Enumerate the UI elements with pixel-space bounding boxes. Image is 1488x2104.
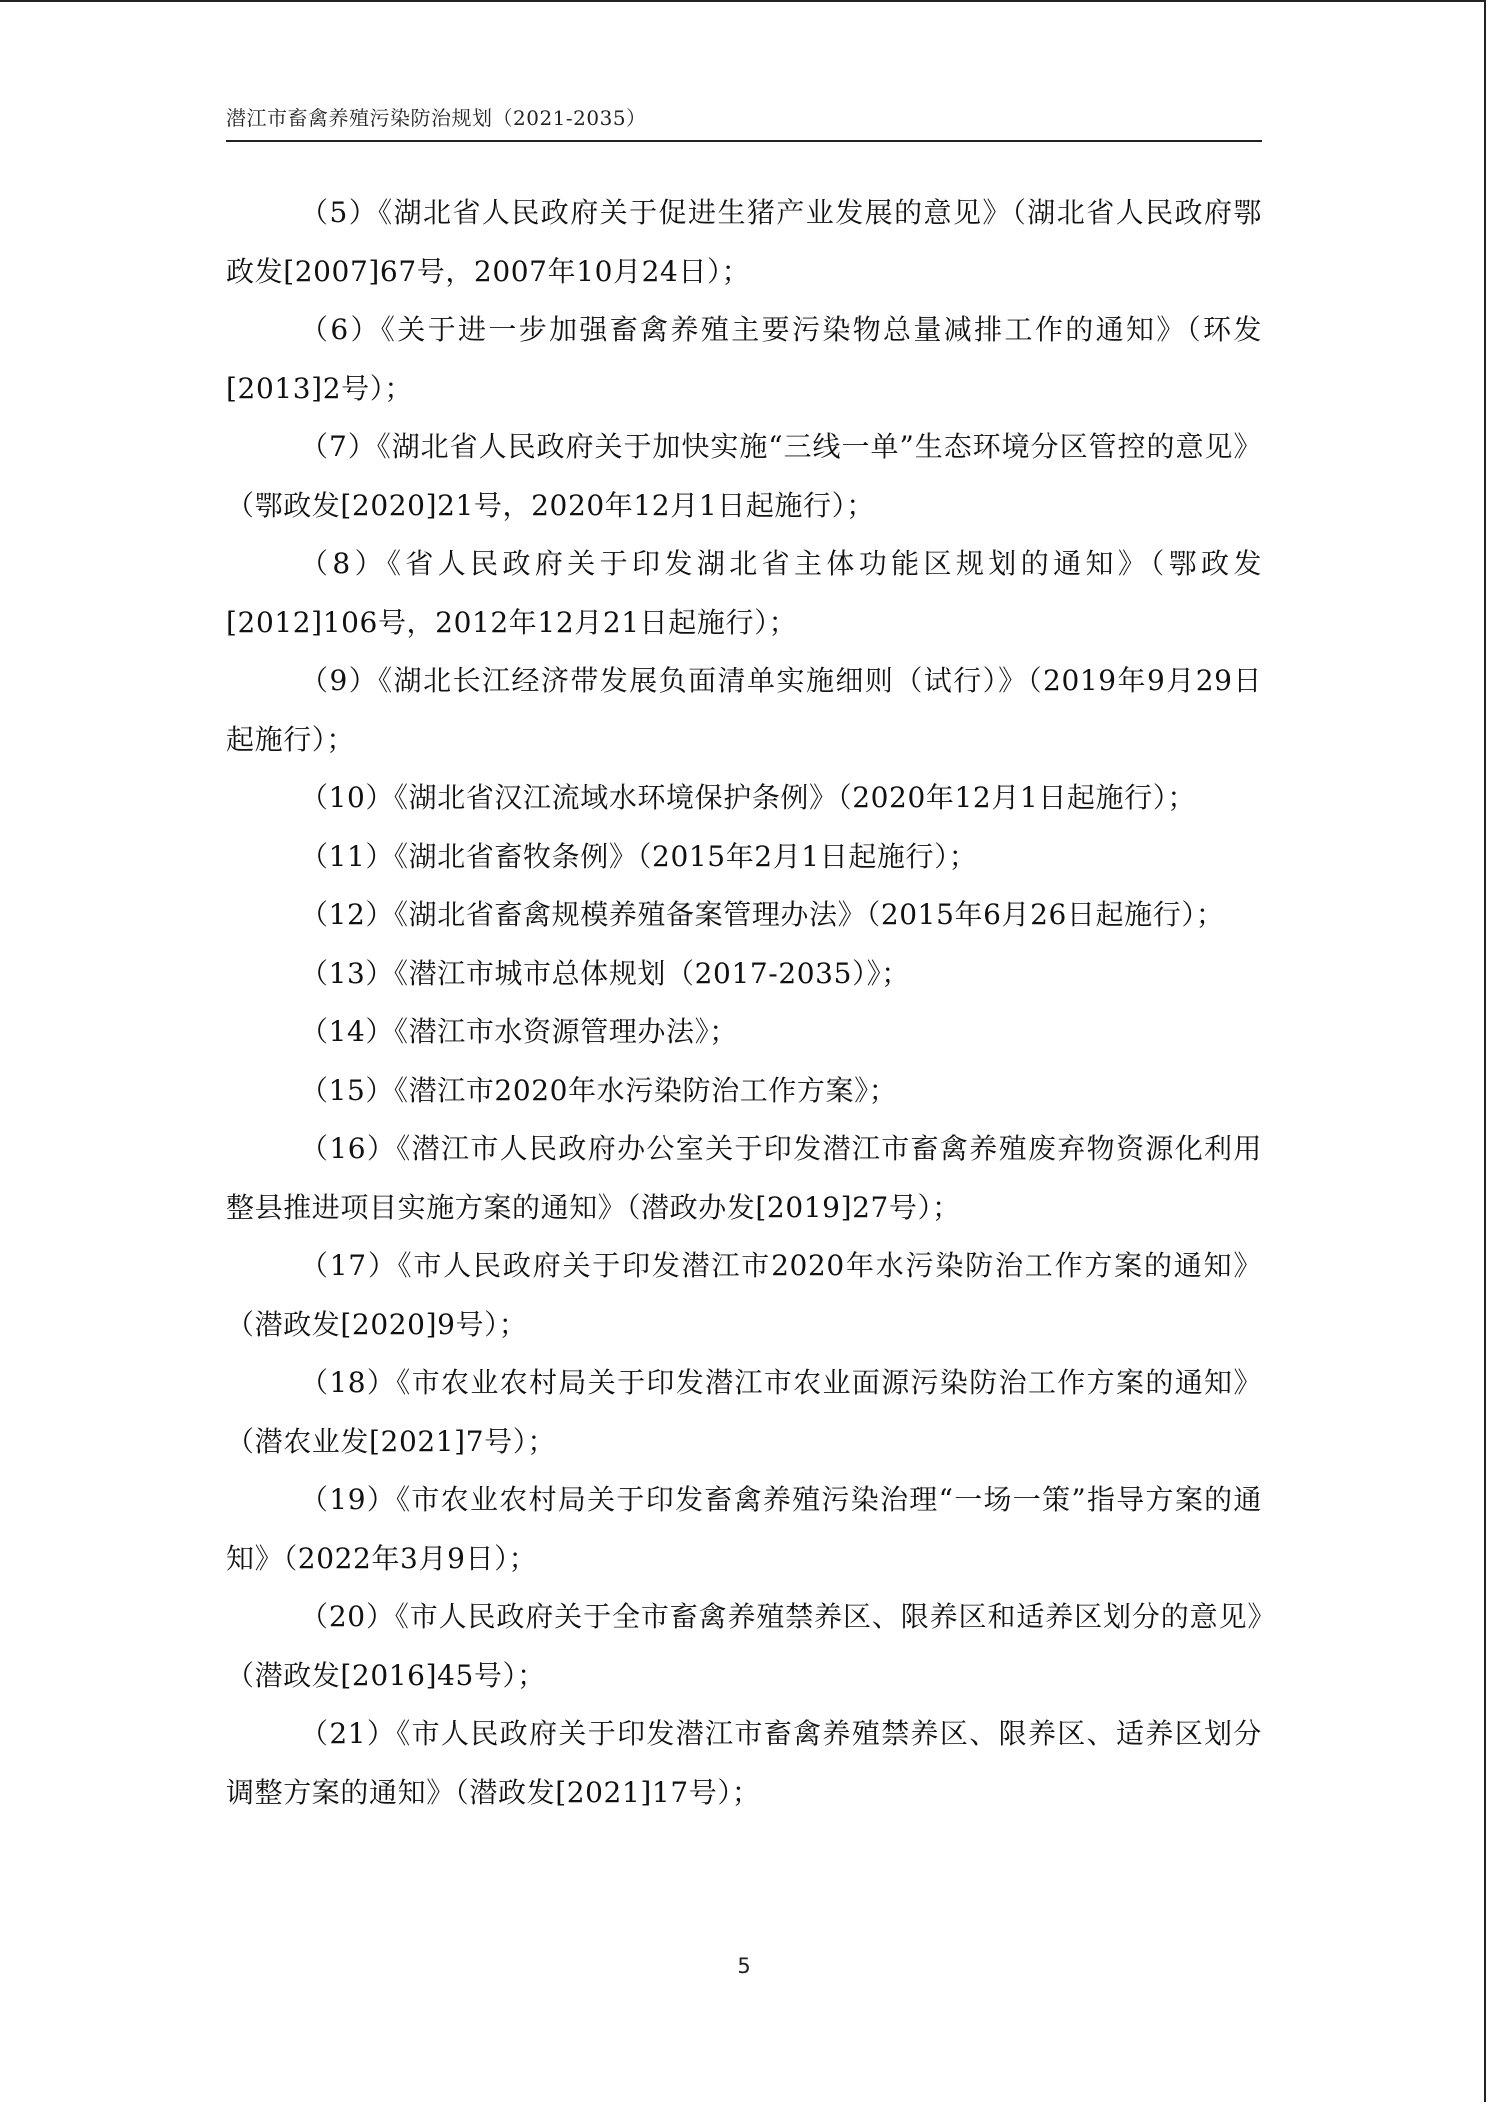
list-item: （15）《潜江市2020年水污染防治工作方案》； [300, 1073, 898, 1107]
list-item: （8）《省人民政府关于印发湖北省主体功能区规划的通知》（鄂政发[2012]106号，2012年12月21日起施行）； [226, 547, 1262, 639]
list-item: （11）《湖北省畜牧条例》（2015年2月1日起施行）； [300, 839, 978, 873]
running-header [226, 104, 1262, 142]
list-item: （14）《潜江市水资源管理办法》； [300, 1015, 738, 1048]
list-item: （10）《湖北省汉江流域水环境保护条例》（2020年12月1日起施行）； [300, 781, 1196, 814]
list-item: （7）《湖北省人民政府关于加快实施“三线一单”生态环境分区管控的意见》（鄂政发[2020]21号，2020年12月1日起施行）； [226, 430, 1262, 522]
list-item: （5）《湖北省人民政府关于促进生猪产业发展的意见》（湖北省人民政府鄂政发[2007]67号，2007年10月24日）； [226, 196, 1262, 288]
list-item: （20）《市人民政府关于全市畜禽养殖禁养区、限养区和适养区划分的意见》（潜政发[2016]45号）； [226, 1600, 1262, 1692]
list-item: （21）《市人民政府关于印发潜江市畜禽养殖禁养区、限养区、适养区划分调整方案的通知》（潜政发[2021]17号）； [226, 1717, 1262, 1809]
list-item: （6）《关于进一步加强畜禽养殖主要污染物总量减排工作的通知》（环发[2013]2号）； [226, 313, 1262, 405]
regulation-list [226, 184, 1262, 1822]
list-item: （19）《市农业农村局关于印发畜禽养殖污染治理“一场一策”指导方案的通知》（2022年3月9日）； [226, 1483, 1262, 1575]
list-item: （17）《市人民政府关于印发潜江市2020年水污染防治工作方案的通知》（潜政发[2020]9号）； [226, 1249, 1262, 1341]
page-number: 5 [737, 1954, 751, 1978]
list-item: （9）《湖北长江经济带发展负面清单实施细则（试行）》（2019年9月29日起施行）； [226, 664, 1262, 756]
header-title: 潜江市畜禽养殖污染防治规划（2021-2035） [226, 106, 647, 130]
list-item: （12）《湖北省畜禽规模养殖备案管理办法》（2015年6月26日起施行）； [300, 898, 1225, 931]
list-item: （18）《市农业农村局关于印发潜江市农业面源污染防治工作方案的通知》（潜农业发[2021]7号）； [226, 1366, 1262, 1458]
list-item: （16）《潜江市人民政府办公室关于印发潜江市畜禽养殖废弃物资源化利用整县推进项目实施方案的通知》（潜政办发[2019]27号）； [226, 1132, 1262, 1224]
list-item: （13）《潜江市城市总体规划（2017-2035）》； [300, 956, 910, 990]
